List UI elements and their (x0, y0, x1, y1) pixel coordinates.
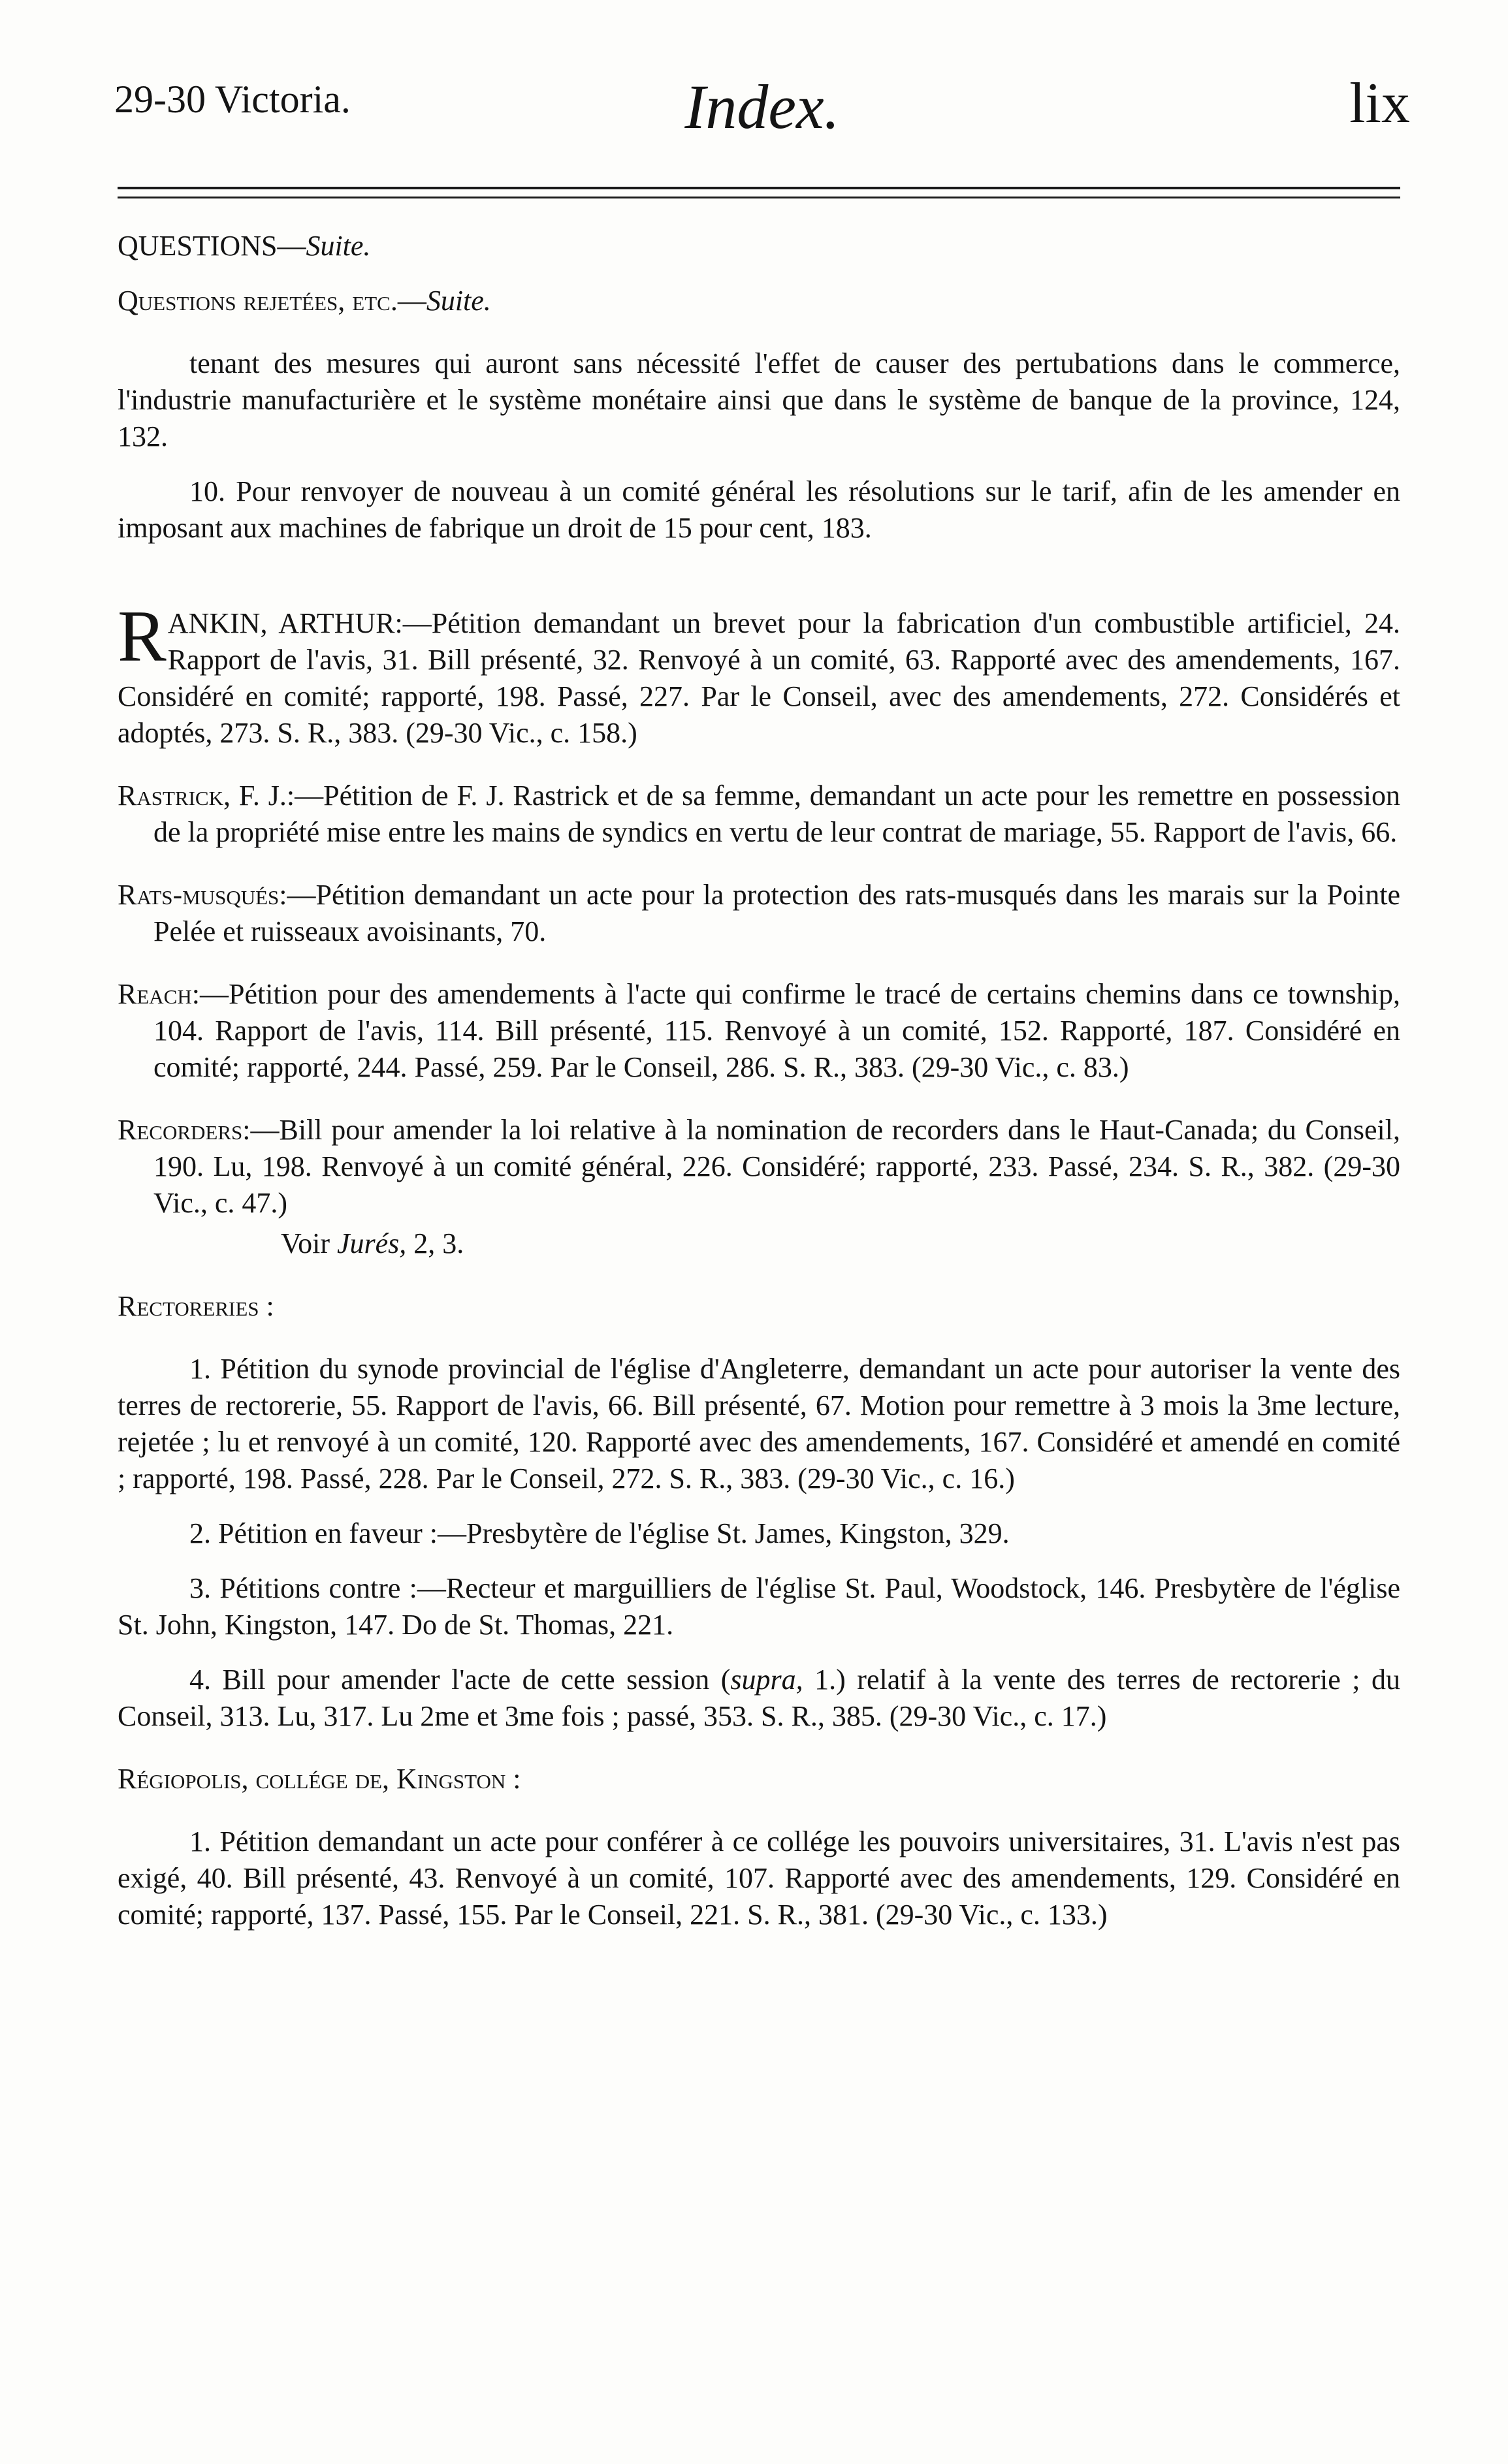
entry-recorders-name: Recorders (118, 1114, 243, 1146)
voir-label: Voir (281, 1227, 330, 1259)
drop-cap-letter: R (118, 596, 167, 677)
entry-rectoreries-heading (118, 1288, 1400, 1325)
rejected-heading-suite: Suite. (426, 285, 491, 317)
header-rule-thick (118, 187, 1400, 189)
rectoreries-item-4 (118, 1662, 1400, 1735)
rectoreries-item-3: 3. Pétitions contre :—Recteur et marguilliers de l'église St. Paul, Woodstock, 146. Presbytère de l'église St. John, Kingston, 147. Do de St. Thomas, 221. (118, 1572, 1400, 1641)
entry-rastrick-name: Rastrick, F. J. (118, 780, 287, 812)
header-page-number: lix (1349, 72, 1410, 135)
entry-rankin (118, 596, 1400, 751)
entry-regiopolis-heading (118, 1761, 1400, 1797)
rectoreries-item-1: 1. Pétition du synode provincial de l'église d'Angleterre, demandant un acte pour autoriser la vente des terres de rectorerie, 55. Rapport de l'avis, 66. Bill présenté, 67. Motion pour remettre à 3 mois la 3me lecture, rejetée ; lu et renvoyé à un comité, 120. Rapporté avec des amendements, 167. Considéré et amendé en comité ; rapporté, 198. Passé, 228. Par le Conseil, 272. S. R., 383. (29-30 Vic., c. 16.) (118, 1353, 1400, 1494)
index-content (118, 219, 1400, 1933)
entry-reach-name: Reach (118, 978, 192, 1010)
header-rule-thin (118, 197, 1400, 198)
regiopolis-item-1: 1. Pétition demandant un acte pour conférer à ce collége les pouvoirs universitaires, 31. L'avis n'est pas exigé, 40. Bill présenté, 43. Renvoyé à un comité, 107. Rapporté avec des amendements, 129. Considéré en comité; rapporté, 137. Passé, 155. Par le Conseil, 221. S. R., 381. (29-30 Vic., c. 133.) (118, 1825, 1400, 1931)
entry-rectoreries-name: Rectoreries : (118, 1290, 274, 1322)
entry-rats-text: :—Pétition demandant un acte pour la protection des rats-musqués dans les marais sur la Pointe Pelée et ruisseaux avoisinants, 70. (153, 879, 1400, 947)
entry-reach (118, 976, 1400, 1086)
rejected-paragraph-continued: tenant des mesures qui auront sans nécessité l'effet de causer des pertubations dans le commerce, l'industrie manufacturière et le système monétaire ainsi que dans le système de banque de la province, 124, 132. (118, 347, 1400, 452)
voir-pages: 2, 3. (413, 1227, 464, 1259)
entry-regiopolis-name: Régiopolis, collége de, Kingston : (118, 1763, 521, 1795)
rejected-heading-text: Questions rejetées, etc.— (118, 285, 426, 317)
running-header (114, 71, 1410, 142)
rectoreries-item-2: 2. Pétition en faveur :—Presbytère de l'église St. James, Kingston, 329. (189, 1517, 1010, 1549)
entry-recorders (118, 1112, 1400, 1222)
header-volume: 29-30 Victoria. (114, 78, 351, 121)
questions-heading-text: QUESTIONS— (118, 230, 306, 262)
entry-rats-name: Rats-musqués (118, 879, 280, 911)
rectoreries-4-supra: supra, (730, 1664, 803, 1696)
questions-heading-suite: Suite. (306, 230, 371, 262)
entry-rankin-text: :—Pétition demandant un brevet pour la fabrication d'un combustible artificiel, 24. Rapport de l'avis, 31. Bill présenté, 32. Renvoyé à un comité, 63. Rapporté avec des amendements, 167. Considéré en comité; rapporté, 198. Passé, 227. Par le Conseil, avec des amendements, 272. Considérés et adoptés, 273. S. R., 383. (29-30 Vic., c. 158.) (118, 607, 1400, 749)
entry-rats-musques (118, 877, 1400, 950)
entry-rankin-name: ANKIN, ARTHUR (167, 607, 395, 639)
entry-rastrick (118, 778, 1400, 851)
entry-recorders-text: :—Bill pour amender la loi relative à la nomination de recorders dans le Haut-Canada; du Conseil, 190. Lu, 198. Renvoyé à un comité général, 226. Considéré; rapporté, 233. Passé, 234. S. R., 382. (29-30 Vic., c. 47.) (153, 1114, 1400, 1219)
entry-reach-text: :—Pétition pour des amendements à l'acte qui confirme le tracé de certains chemins dans ce township, 104. Rapport de l'avis, 114. Bill présenté, 115. Renvoyé à un comité, 152. Rapporté, 187. Considéré en comité; rapporté, 244. Passé, 259. Par le Conseil, 286. S. R., 383. (29-30 Vic., c. 83.) (153, 978, 1400, 1083)
voir-reference: Jurés, (336, 1227, 407, 1259)
header-title: Index. (684, 72, 840, 142)
entry-rastrick-text: :—Pétition de F. J. Rastrick et de sa femme, demandant un acte pour les remettre en possession de la propriété mise entre les mains de syndics en vertu de leur contrat de mariage, 55. Rapport de l'avis, 66. (153, 780, 1401, 848)
subsection-heading-rejected (118, 283, 1400, 319)
rejected-paragraph-10: 10. Pour renvoyer de nouveau à un comité général les résolutions sur le tarif, afin de les amender en imposant aux machines de fabrique un droit de 15 pour cent, 183. (118, 475, 1400, 544)
section-heading-questions (118, 228, 1400, 264)
rectoreries-4-text-b: 1.) relatif à la vente des terres de rectorerie ; du Conseil, 313. Lu, 317. Lu 2me et 3me fois ; passé, 353. S. R., 385. (29-30 Vic., c. 17.) (118, 1664, 1400, 1732)
rectoreries-4-text-a: 4. Bill pour amender l'acte de cette session ( (189, 1664, 731, 1696)
recorders-cross-reference (118, 1225, 1400, 1262)
